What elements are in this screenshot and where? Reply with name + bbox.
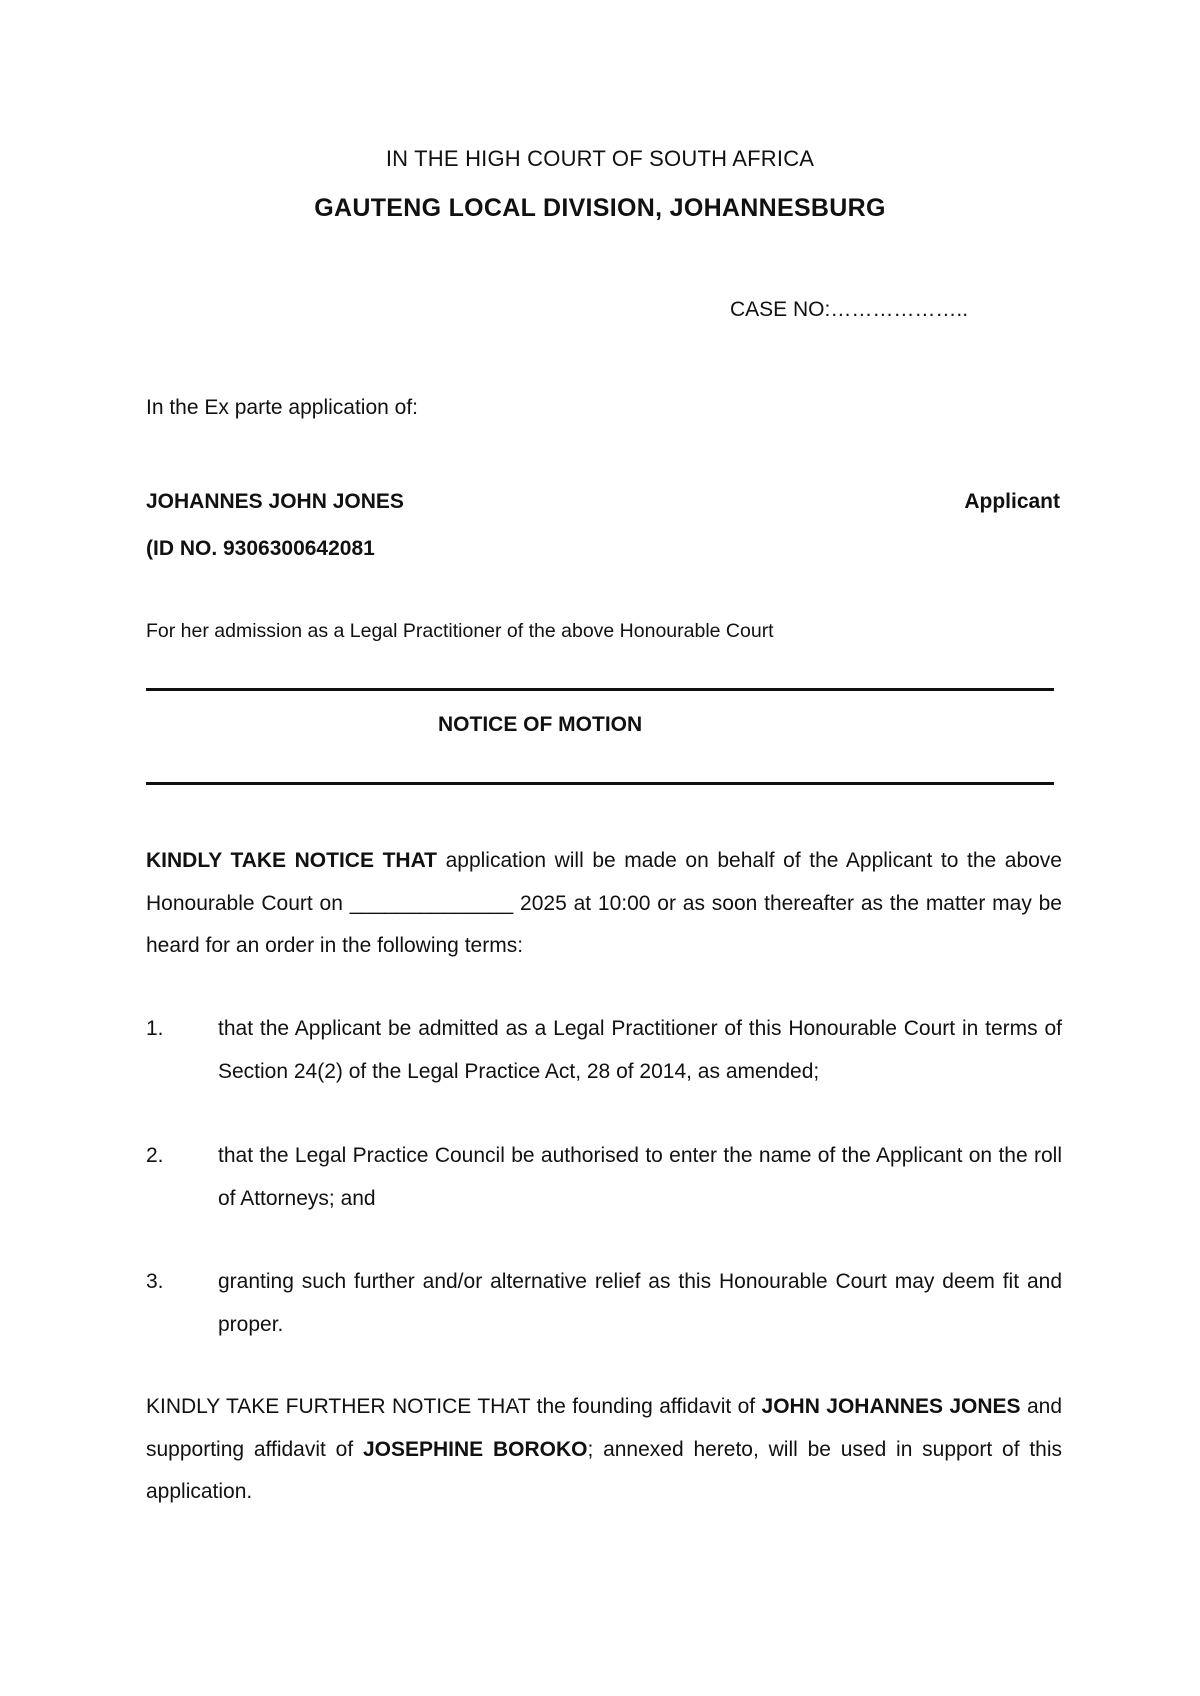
- intro-lead: KINDLY TAKE NOTICE THAT: [146, 849, 437, 872]
- order-item-text: granting such further and/or alternative relief as this Honourable Court may deem fit and proper.: [218, 1270, 1062, 1336]
- court-division: GAUTENG LOCAL DIVISION, JOHANNESBURG: [314, 194, 886, 222]
- intro-text: application will be made on behalf of the Applicant to the above Honourable Court on ______________ 2025 at 10:00 or as soon thereafter as the matter may be heard for an order in the following terms:: [146, 849, 1062, 957]
- applicant-role: Applicant: [964, 490, 1060, 513]
- intro-paragraph: [146, 840, 1062, 968]
- order-item-number: 3.: [146, 1270, 164, 1293]
- deponent-name: JOHN JOHANNES JONES: [761, 1395, 1021, 1418]
- divider-bottom: [146, 782, 1054, 785]
- applicant-name: JOHANNES JOHN JONES: [146, 490, 404, 513]
- order-item-number: 2.: [146, 1144, 164, 1167]
- court-name: IN THE HIGH COURT OF SOUTH AFRICA: [385, 146, 815, 171]
- order-item-number: 1.: [146, 1017, 164, 1040]
- further-notice-paragraph: [146, 1386, 1062, 1514]
- further-notice-text: ; annexed hereto, will be used in support of this application.: [146, 1437, 1062, 1503]
- order-item-text: that the Applicant be admitted as a Legal Practitioner of this Honourable Court in terms of Section 24(2) of the Legal Practice Act, 28 of 2014, as amended;: [218, 1017, 1062, 1083]
- applicant-id-number: (ID NO. 9306300642081: [146, 537, 375, 560]
- further-notice-text: and supporting affidavit of: [146, 1395, 1063, 1461]
- order-item-text: that the Legal Practice Council be authorised to enter the name of the Applicant on the roll of Attorneys; and: [218, 1144, 1062, 1210]
- notice-title: NOTICE OF MOTION: [438, 713, 643, 736]
- supporting-deponent-name: JOSEPHINE BOROKO: [362, 1437, 588, 1461]
- divider-top: [146, 688, 1054, 691]
- further-notice-text: KINDLY TAKE FURTHER NOTICE THAT the founding affidavit of: [146, 1395, 762, 1418]
- case-number: CASE NO:………………..: [730, 298, 969, 321]
- ex-parte-heading: In the Ex parte application of:: [146, 396, 419, 419]
- admission-purpose: For her admission as a Legal Practitioner of the above Honourable Court: [146, 620, 774, 642]
